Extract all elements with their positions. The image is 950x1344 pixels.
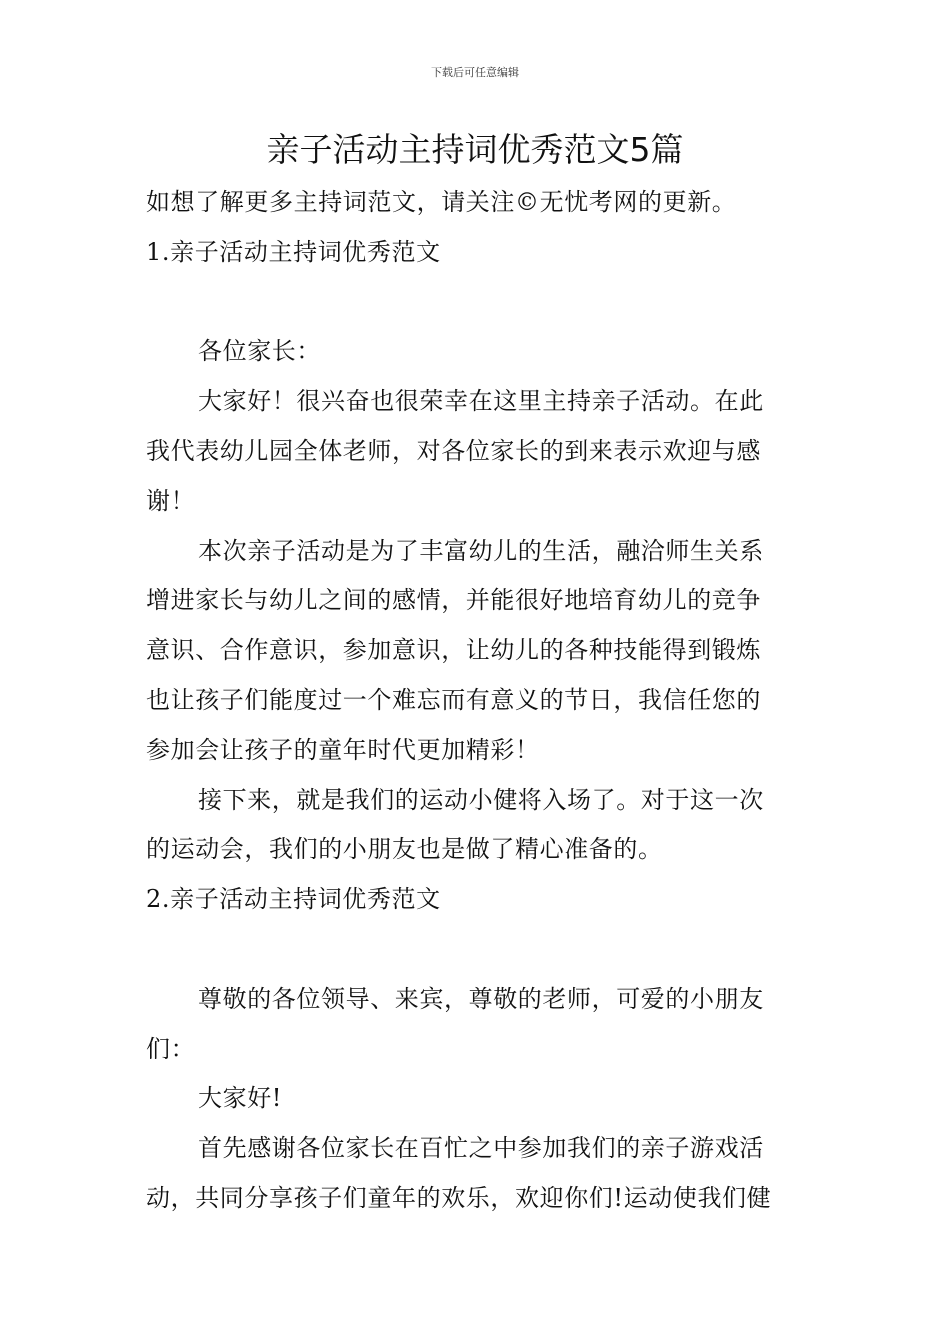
- body-line: 大家好！很兴奋也很荣幸在这里主持亲子活动。在此: [198, 387, 764, 416]
- body-line: 本次亲子活动是为了丰富幼儿的生活，融洽师生关系: [198, 536, 764, 565]
- section-heading-1: 1.亲子活动主持词优秀范文: [146, 237, 441, 266]
- body-line: 接下来，就是我们的运动小健将入场了。对于这一次: [198, 785, 764, 814]
- salutation: 各位家长：: [198, 337, 321, 366]
- body-line: 动，共同分享孩子们童年的欢乐，欢迎你们!运动使我们健: [146, 1183, 772, 1212]
- greeting: 大家好!: [198, 1084, 283, 1113]
- section-heading-2: 2.亲子活动主持词优秀范文: [146, 885, 441, 914]
- blank-line: [146, 925, 808, 975]
- body-line: 们：: [146, 1034, 196, 1063]
- body-line: 增进家长与幼儿之间的感情，并能很好地培育幼儿的竞争: [146, 586, 761, 615]
- body-line: 意识、合作意识，参加意识，让幼儿的各种技能得到锻炼: [146, 636, 761, 665]
- body-line: 也让孩子们能度过一个难忘而有意义的节日，我信任您的: [146, 685, 761, 714]
- body-line: 首先感谢各位家长在百忙之中参加我们的亲子游戏活: [198, 1134, 764, 1163]
- body-line: 我代表幼儿园全体老师，对各位家长的到来表示欢迎与感: [146, 436, 761, 465]
- body-line: 谢！: [146, 486, 196, 515]
- blank-line: [146, 278, 808, 328]
- body-line: 参加会让孩子的童年时代更加精彩！: [146, 735, 540, 764]
- intro-paragraph: 如想了解更多主持词范文，请关注©无忧考网的更新。: [146, 188, 737, 216]
- salutation: 尊敬的各位领导、来宾，尊敬的老师，可爱的小朋友: [198, 984, 764, 1013]
- document-body: [146, 178, 808, 1224]
- document-title: 亲子活动主持词优秀范文5篇: [266, 130, 684, 169]
- body-line: 的运动会，我们的小朋友也是做了精心准备的。: [146, 835, 663, 864]
- header-note: 下载后可任意编辑: [431, 66, 519, 79]
